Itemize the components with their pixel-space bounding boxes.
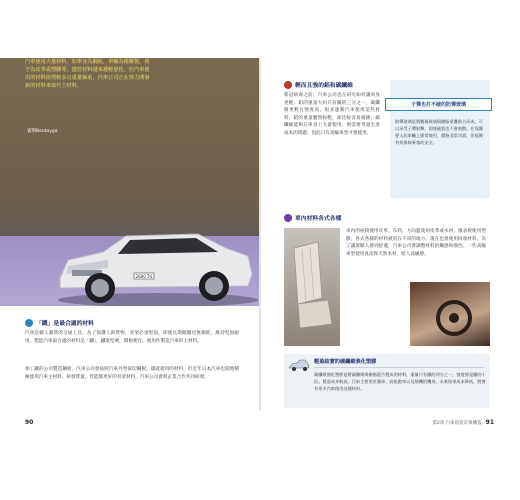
seat-illustration — [284, 228, 340, 346]
page-gutter — [259, 58, 261, 410]
section-heading-interior — [284, 213, 341, 222]
callout-title-tab — [385, 98, 492, 111]
aluminum-paragraph: 新冠病毒之前，汽車公司也在研究如何讓車身更輕。鋁的重量大約只有鋼的三分之一，碳纖維更輕且強度高，很多運動汽車使用這些材料。鋁的重量雖然較輕，卻比較容易腐蝕；碳纖維能夠在車身上大量使用，則需要考量生產成本的問題，因此只有高級車型才會使用。 — [284, 93, 380, 136]
box-heading: 輕盈結實的碳纖維強化塑膠 — [314, 359, 377, 365]
chapter-label: 第2章 汽車的設計與構造 — [432, 421, 482, 426]
section-heading-iron — [25, 318, 94, 327]
intro-text: 汽車使用大量材料，如車身為鋼板，車軸為橡膠製，椅子為皮革或塑膠等。儘管材料越來越輕量化，但汽車使用的材料依然較多且重量偏重，汽車公司正在努力開發新的材料來取代主材料。 — [25, 59, 150, 89]
box-text: 碳纖維強化塑膠是將碳纖維與樹脂混合製成的材料，重量只有鐵的四分之一，強度卻是鐵的十倍。製造成本較高，目前主要用於賽車、高級跑車以及飛機的機身。未來如果成本降低，將會有更多汽車使用這種材料。 — [314, 372, 486, 391]
body-paragraph-1: 汽車是載人載貨的交通工具，為了保護人與貨物，骨架必須堅固，即使長期顛簸也無損耗，維持堅固耐用。製造汽車最合適的材料是「鐵」，鐵既堅硬，價格便宜，被用作製造汽車的主材料。 — [25, 331, 239, 344]
suv-car-illustration — [48, 208, 258, 306]
section-heading-aluminum — [284, 80, 353, 89]
section-bullet-icon — [284, 81, 292, 89]
steering-wheel-illustration — [410, 282, 490, 346]
footer-right — [432, 419, 494, 426]
page-number-left: 90 — [25, 419, 34, 426]
body-paragraph-2: 加工鐵的公司製造鋼板，汽車公司會按照汽車外型裁切鋼板，鑄就就用的材料，但近年日本汽車也開始積極使用汽車主材料，研發質量、性能都更好的骨架材料，汽車公司會與企業合作共同研發。 — [25, 367, 239, 380]
section-heading-text: 車內材料各式各樣 — [295, 216, 342, 222]
callout-title: 子彈也打不破的防彈玻璃 — [410, 102, 466, 108]
section-heading-text: 「鐵」是最合適的材料 — [36, 321, 94, 327]
section-heading-text: 輕而且強的鋁和碳纖維 — [295, 83, 353, 89]
interior-paragraph: 車內的座椅使用皮革、布料，方向盤使用皮革或木材，儀表板使用塑膠，各式各樣的材料被用在不同的地方。現在也會使用回收材料。為了讓駕駛人感到舒適，汽車公司會調整材料的觸感和顏色。一些高級車型使用真皮和天然木材，給人高級感。 — [346, 229, 486, 257]
callout-text: 防彈玻璃是將數層玻璃與樹脂重疊貼合而成，可以承受子彈射擊，即使破裂也不會飛散。在保護要人的車輛上經常使用，價格非常昂貴，但能夠有效保障乘客的安全。 — [395, 119, 483, 145]
section-bullet-icon — [25, 319, 33, 327]
box-divider — [314, 367, 484, 368]
page-number-right: 91 — [485, 419, 494, 426]
interior-dashboard-photo — [410, 282, 490, 346]
section-bullet-icon — [284, 214, 292, 222]
car-plate: 2600 TU — [135, 274, 153, 279]
interior-seat-photo — [284, 228, 340, 346]
photo-credit: 賓利Bentayga — [27, 129, 58, 134]
hero-image — [0, 58, 259, 306]
page-title: 汽車的材料 — [25, 30, 106, 48]
car-thumbnail-icon — [288, 358, 310, 372]
